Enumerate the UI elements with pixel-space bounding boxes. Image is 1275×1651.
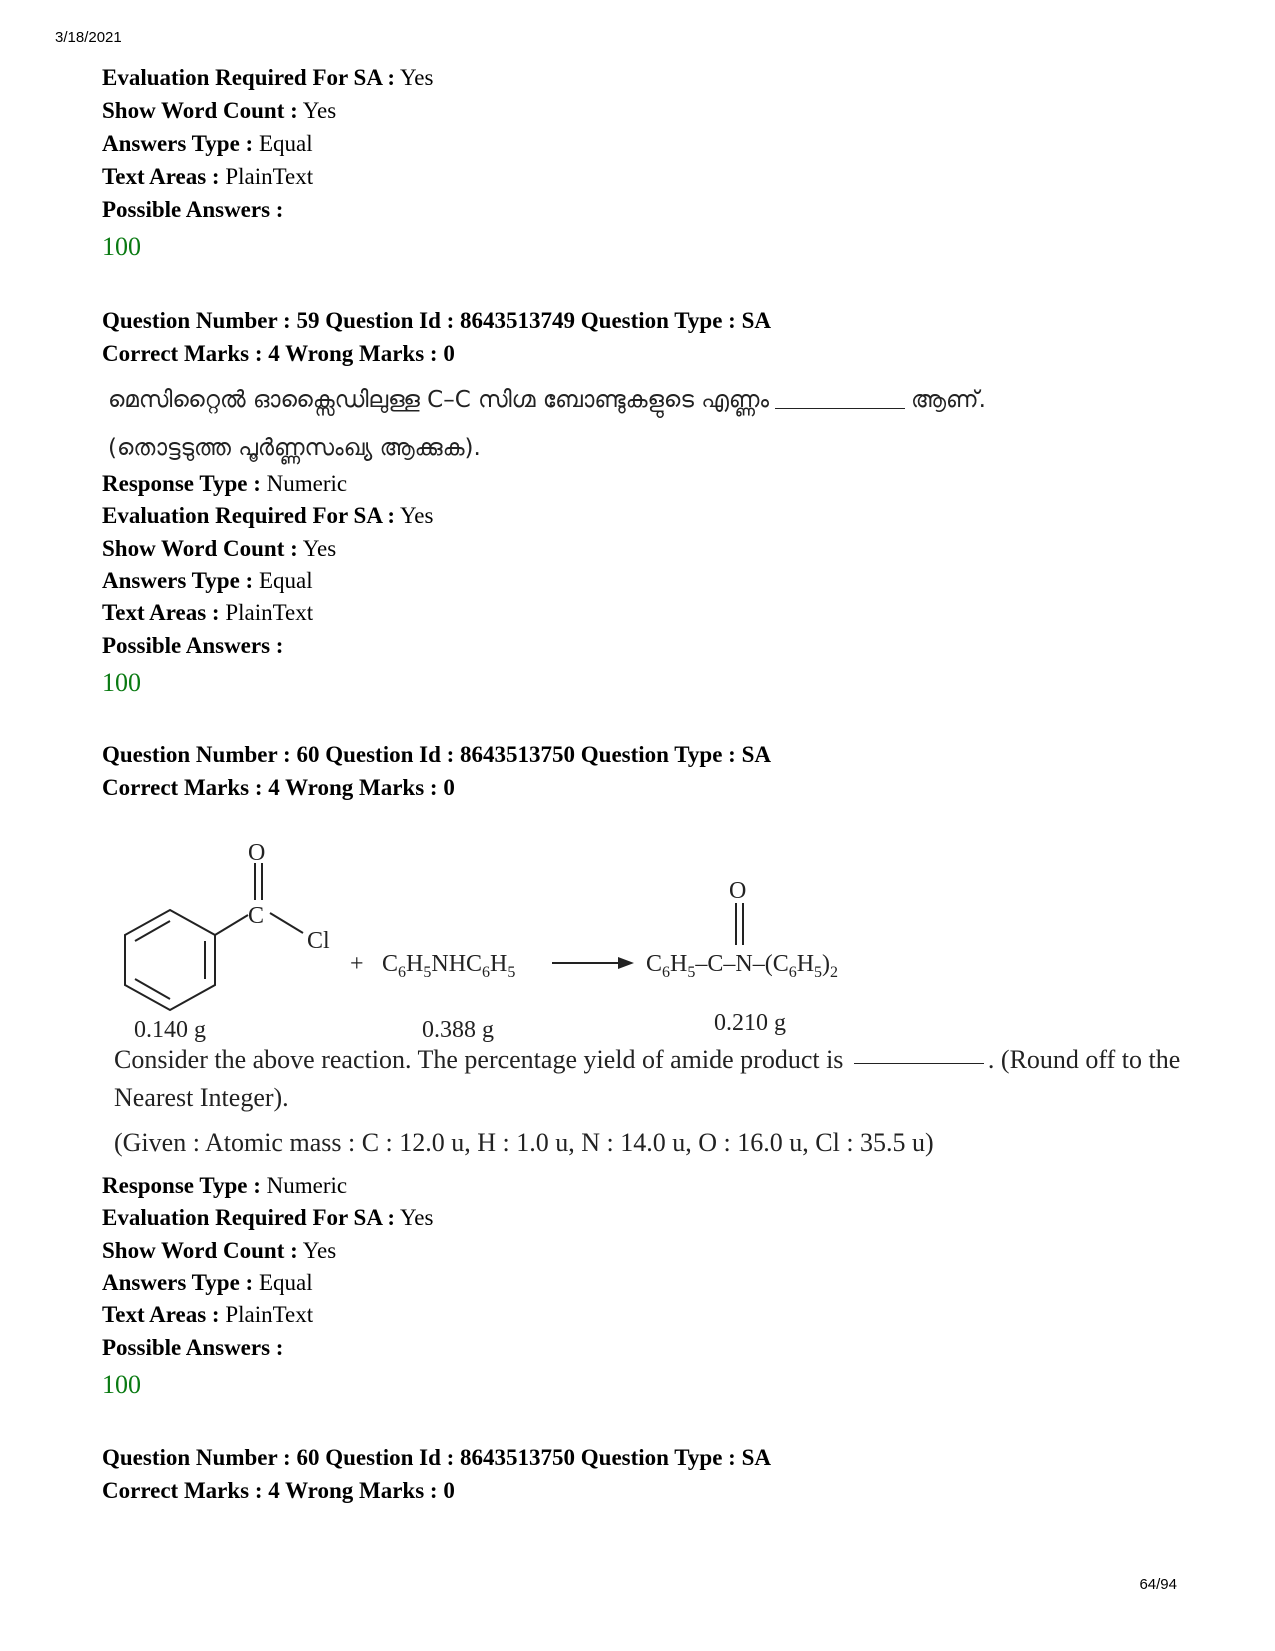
field-value: Numeric <box>266 1173 348 1198</box>
arrow-head <box>618 957 634 969</box>
question-60-header: Question Number : 60 Question Id : 8643513750 Question Type : SA <box>102 742 771 767</box>
field-value: PlainText <box>225 164 314 189</box>
word-count-row <box>102 1237 336 1265</box>
field-label: Response Type : <box>102 471 261 496</box>
field-value: PlainText <box>225 1302 314 1327</box>
field-label: Answers Type : <box>102 131 254 156</box>
field-value: Equal <box>258 131 313 156</box>
question-text-part: . (Round off to the Nearest Integer). <box>114 1045 1181 1112</box>
reactant1-mass: 0.140 g <box>134 1017 206 1043</box>
field-label: Show Word Count : <box>102 98 298 123</box>
question-60-marks: Correct Marks : 4 Wrong Marks : 0 <box>102 775 455 800</box>
possible-answers-row <box>102 196 283 224</box>
question-60-repeat-header: Question Number : 60 Question Id : 8643513750 Question Type : SA <box>102 1445 771 1470</box>
field-label: Evaluation Required For SA : <box>102 65 396 90</box>
field-label: Text Areas : <box>102 164 220 189</box>
benzene-ring <box>125 910 215 1010</box>
possible-answers-row <box>102 632 283 660</box>
field-value: PlainText <box>225 600 314 625</box>
bond <box>215 915 248 935</box>
question-59-marks: Correct Marks : 4 Wrong Marks : 0 <box>102 341 455 366</box>
answer-blank <box>854 1063 984 1064</box>
product-mass: 0.210 g <box>714 1010 786 1036</box>
field-label: Possible Answers : <box>102 197 284 222</box>
oxygen-atom: O <box>248 840 266 866</box>
field-value: Equal <box>258 1270 313 1295</box>
question-60-given: (Given : Atomic mass : C : 12.0 u, H : 1.0 u, N : 14.0 u, O : 16.0 u, Cl : 35.5 u) <box>114 1128 934 1157</box>
oxygen-atom: O <box>729 878 747 904</box>
possible-answer-value: 100 <box>102 1370 141 1399</box>
field-label: Response Type : <box>102 1173 261 1198</box>
question-59-text <box>108 385 986 415</box>
question-60-repeat-marks: Correct Marks : 4 Wrong Marks : 0 <box>102 1478 455 1503</box>
word-count-row <box>102 535 336 563</box>
field-value: Yes <box>302 1238 337 1263</box>
text-areas-row <box>102 163 313 191</box>
answers-type-row <box>102 567 313 595</box>
print-date: 3/18/2021 <box>55 29 122 46</box>
answers-type-row <box>102 130 313 158</box>
chlorine-atom: Cl <box>307 928 330 954</box>
possible-answers-row <box>102 1334 283 1362</box>
possible-answer-value: 100 <box>102 668 141 697</box>
bond <box>270 913 303 933</box>
response-type-row <box>102 470 347 498</box>
field-value: Numeric <box>266 471 348 496</box>
text-areas-row <box>102 599 313 627</box>
reactant2-mass: 0.388 g <box>422 1017 494 1043</box>
field-label: Show Word Count : <box>102 1238 298 1263</box>
response-type-row <box>102 1172 347 1200</box>
evaluation-row <box>102 64 433 92</box>
question-60-text <box>114 1041 1194 1117</box>
question-text-part: ആണ്. <box>911 387 986 413</box>
question-text-part: Consider the above reaction. The percentage yield of amide product is <box>114 1045 844 1074</box>
field-value: Equal <box>258 568 313 593</box>
field-value: Yes <box>302 536 337 561</box>
question-59-header: Question Number : 59 Question Id : 8643513749 Question Type : SA <box>102 308 771 333</box>
diphenylamine-formula: $C_6H_5NHC_6H_5$ <box>382 951 516 981</box>
field-label: Text Areas : <box>102 600 220 625</box>
field-label: Answers Type : <box>102 568 254 593</box>
field-label: Possible Answers : <box>102 633 284 658</box>
field-label: Evaluation Required For SA : <box>102 1205 396 1230</box>
field-label: Possible Answers : <box>102 1335 284 1360</box>
word-count-row <box>102 97 336 125</box>
field-value: Yes <box>302 98 337 123</box>
field-value: Yes <box>400 1205 434 1230</box>
carbon-atom: C <box>248 903 265 929</box>
field-label: Answers Type : <box>102 1270 254 1295</box>
question-text-part: മെസിറ്റൈൽ ഓക്സൈഡിലുള്ള C–C സിഗ്മ ബോണ്ടുകളുടെ എണ്ണം <box>108 387 770 413</box>
evaluation-row <box>102 502 433 530</box>
question-59-instruction: (തൊട്ടടുത്ത പൂർണ്ണസംഖ്യ ആക്കുക). <box>108 435 481 461</box>
page-number: 64/94 <box>1139 1576 1177 1593</box>
text-areas-row <box>102 1301 313 1329</box>
answers-type-row <box>102 1269 313 1297</box>
field-label: Show Word Count : <box>102 536 298 561</box>
evaluation-row <box>102 1204 433 1232</box>
possible-answer-value: 100 <box>102 232 141 261</box>
answer-blank <box>775 408 905 409</box>
field-value: Yes <box>400 503 434 528</box>
field-label: Evaluation Required For SA : <box>102 503 396 528</box>
plus-sign: + <box>350 951 364 977</box>
field-value: Yes <box>400 65 434 90</box>
product-formula: $C_6H_5-C-N-(C_6H_5)_2$ <box>646 951 839 981</box>
field-label: Text Areas : <box>102 1302 220 1327</box>
